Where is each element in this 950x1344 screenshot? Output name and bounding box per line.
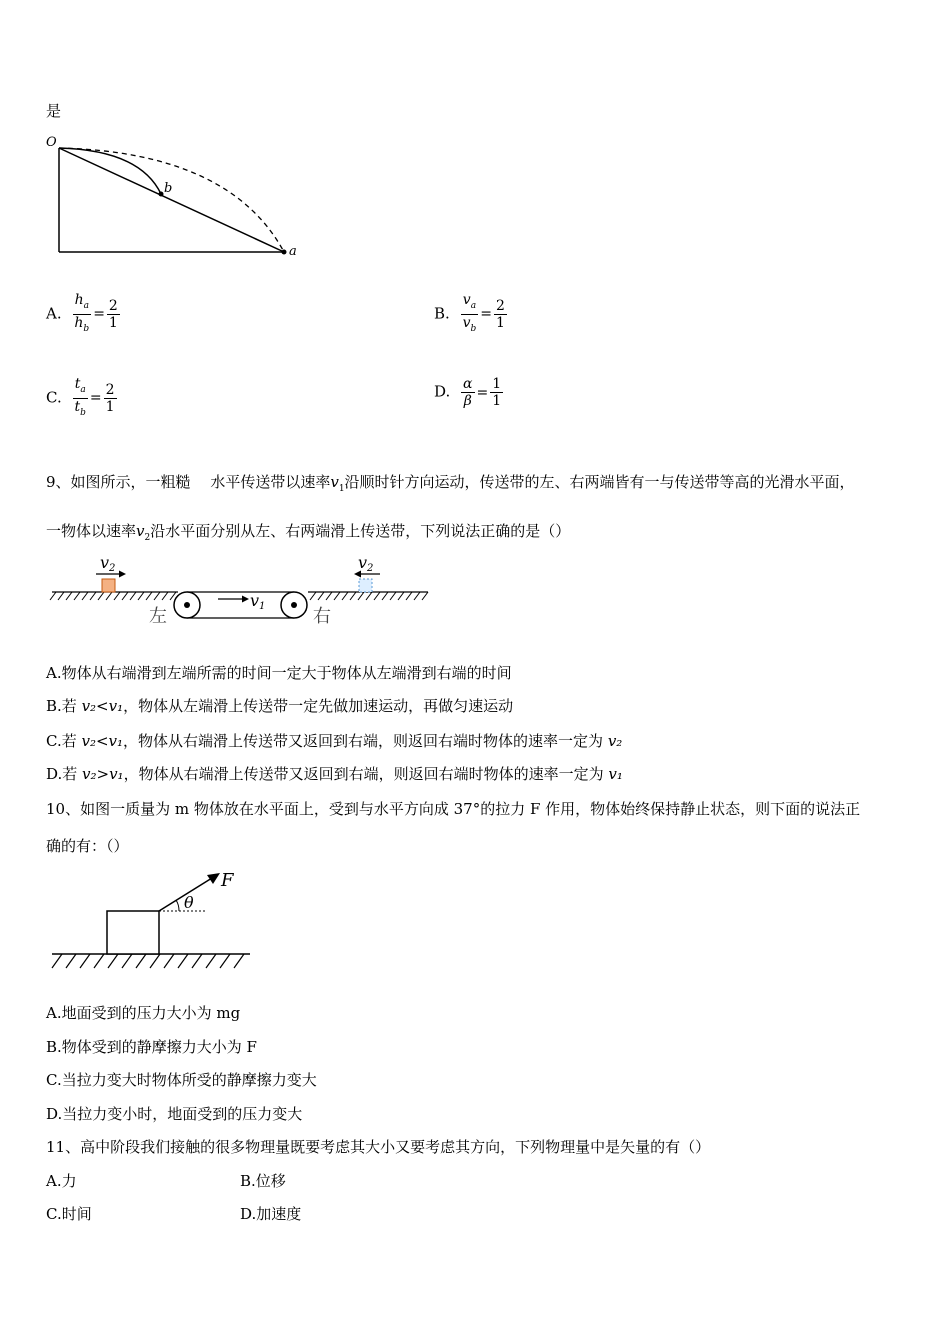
q9-option-d: D.若 v₂>v₁，物体从右端滑上传送带又返回到右端，则返回右端时物体的速率一定为 v₁ [46, 765, 623, 783]
label-b: b [164, 181, 173, 196]
force-label: F [221, 870, 234, 891]
q9-option-a: A.物体从右端滑到左端所需的时间一定大于物体从左端滑到右端的时间 [46, 664, 512, 682]
right-label: 右 [313, 606, 331, 627]
angle-label: θ [184, 893, 194, 912]
svg-text:v2: v2 [100, 553, 116, 574]
q8-question-tail: 是 [46, 102, 62, 120]
q8-option-c: C. $\frac{t_a}{t_b}$ = $\frac{2}{1}$ [46, 376, 115, 418]
q11-option-a: A.力 [46, 1172, 77, 1190]
q10-option-a: A.地面受到的压力大小为 mg [46, 1004, 241, 1022]
q9-stem-line1: 9、如图所示，一粗糙 水平传送带以速率$v_1$沿顺时针方向运动，传送带的左、右两端皆有一与传送带等高的光滑水平面， [46, 473, 855, 494]
left-label: 左 [149, 606, 167, 627]
label-a: a [289, 244, 297, 259]
q11-stem: 11、高中阶段我们接触的很多物理量既要考虑其大小又要考虑其方向，下列物理量中是矢量的有（） [46, 1138, 711, 1156]
q8-option-a: A. $\frac{h_a}{h_b}$ = $\frac{2}{1}$ [46, 292, 118, 334]
q10-option-d: D.当拉力变小时，地面受到的压力变大 [46, 1105, 303, 1123]
q11-option-c: C.时间 [46, 1205, 92, 1223]
q9-option-c: C.若 v₂<v₁，物体从右端滑上传送带又返回到右端，则返回右端时物体的速率一定为 v₂ [46, 732, 623, 750]
q10-force-figure [46, 866, 256, 976]
q10-stem-line1: 10、如图一质量为 m 物体放在水平面上，受到与水平方向成 37°的拉力 F 作用，物体始终保持静止状态，则下面的说法正 [46, 800, 861, 818]
q9-option-b: B.若 v₂<v₁，物体从左端滑上传送带一定先做加速运动，再做匀速运动 [46, 697, 514, 715]
svg-text:v2: v2 [358, 553, 374, 574]
q10-option-c: C.当拉力变大时物体所受的静摩擦力变大 [46, 1071, 317, 1089]
q9-stem-line2: 一物体以速率$v_2$沿水平面分别从左、右两端滑上传送带，下列说法正确的是（） [46, 522, 571, 543]
svg-text:v1: v1 [250, 591, 266, 612]
q10-option-b: B.物体受到的静摩擦力大小为 F [46, 1038, 257, 1056]
q8-option-b: B. $\frac{v_a}{v_b}$ = $\frac{2}{1}$ [434, 292, 505, 334]
q11-option-b: B.位移 [240, 1172, 286, 1190]
q8-option-d: D. $\frac{\alpha}{\beta}$ = $\frac{1}{1}$ [434, 376, 502, 409]
q10-stem-line2: 确的有：（） [46, 837, 129, 855]
q11-option-d: D.加速度 [240, 1205, 302, 1223]
q9-conveyor-figure [46, 552, 436, 632]
q8-projectile-figure [40, 128, 310, 263]
label-o: O [46, 135, 57, 150]
